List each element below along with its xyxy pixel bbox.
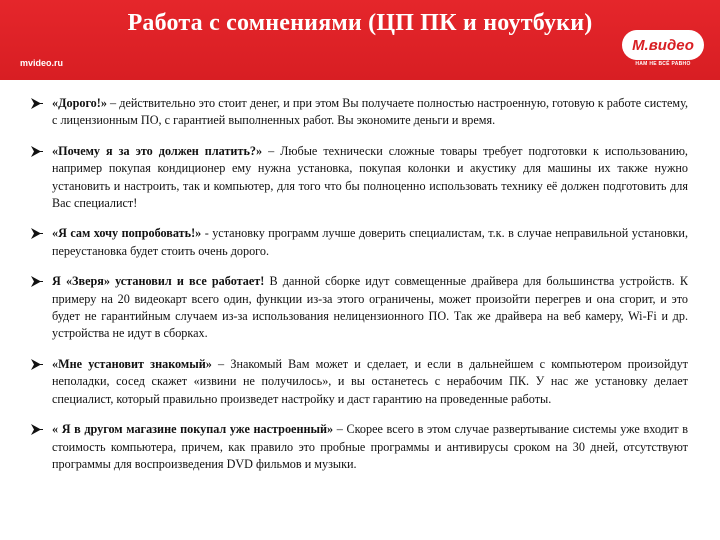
objection-quote: «Почему я за это должен платить?» [52, 143, 263, 158]
objection-answer: - установку программ лучше доверить специалистам, т.к. в случае неправильной установки, переустановка будет стоить очень дорого. [52, 226, 688, 258]
list-item [30, 225, 688, 260]
list-item [30, 356, 688, 408]
logo-text: М.видео [632, 36, 694, 54]
logo-mark [622, 30, 704, 60]
objection-quote: «Я сам хочу попробовать!» [52, 226, 202, 241]
arrowhead-check-bullet-icon [30, 421, 44, 438]
slide-header [0, 0, 720, 80]
objection-answer: – Скорее всего в этом случае развертывание системы уже входит в стоимость компьютера, причем, как правило это пробные программы и антивирусы сроком на 30 дней, отсутствуют программы для воспроизведения DVD фильмов и музыки. [52, 422, 688, 471]
logo-tagline: НАМ НЕ ВСЁ РАВНО [635, 61, 691, 67]
objection-quote: « Я в другом магазине покупал уже настроенный» [52, 422, 334, 437]
objection-answer: – действительно это стоит денег, и при этом Вы получаете полностью настроенную, готовую к работе систему, с лицензионным ПО, с гарантией выполненных работ. Вы экономите деньги и время. [52, 96, 688, 128]
arrowhead-check-bullet-icon [30, 273, 44, 290]
objection-quote: «Дорого!» [52, 96, 107, 110]
objection-answer: – Любые технически сложные товары требует подготовки к использованию, например покупая кондиционер ему нужна установка, покупая колонки и акустику для машины их также нужно установить и настроить, так и компьютер, для того что бы полноценно использовать технику её должен подготовить для Вас специалист! [52, 143, 688, 211]
objection-list [30, 95, 688, 486]
slide-title: Работа с сомнениями (ЦП ПК и ноутбуки) [127, 10, 593, 36]
list-item [30, 421, 688, 473]
list-item [30, 143, 688, 213]
arrowhead-check-bullet-icon [30, 356, 44, 373]
arrowhead-check-bullet-icon [30, 225, 44, 242]
arrowhead-check-bullet-icon [30, 143, 44, 160]
arrowhead-check-bullet-icon [30, 95, 44, 112]
objection-quote: «Мне установит знакомый» [52, 356, 212, 371]
mvideo-logo [622, 30, 704, 70]
site-url: mvideo.ru [20, 58, 64, 68]
objection-answer: – Знакомый Вам может и сделает, и если в дальнейшем с компьютером произойдут неполадки, сосед скажет «извини не получилось», и вы останетесь с нерабочим ПК. У нас же установку делает специалист, который правильно произведет настройку и даст гарантию на проведенные работы. [52, 356, 689, 406]
objection-answer: В данной сборке идут совмещенные драйвера для большинства устройств. К примеру на 20 видеокарт всего один, функции из-за этого ограничены, может произойти перегрев и она сгорит, и это будет не гарантийным случаем из-за использования нелицензионного ПО. Так же драйвера на веб камеру, Wi-Fi и др. устройства не идут в сборках. [52, 274, 688, 341]
list-item [30, 95, 688, 130]
list-item [30, 273, 688, 343]
objection-quote: Я «Зверя» установил и все работает! [52, 274, 265, 289]
